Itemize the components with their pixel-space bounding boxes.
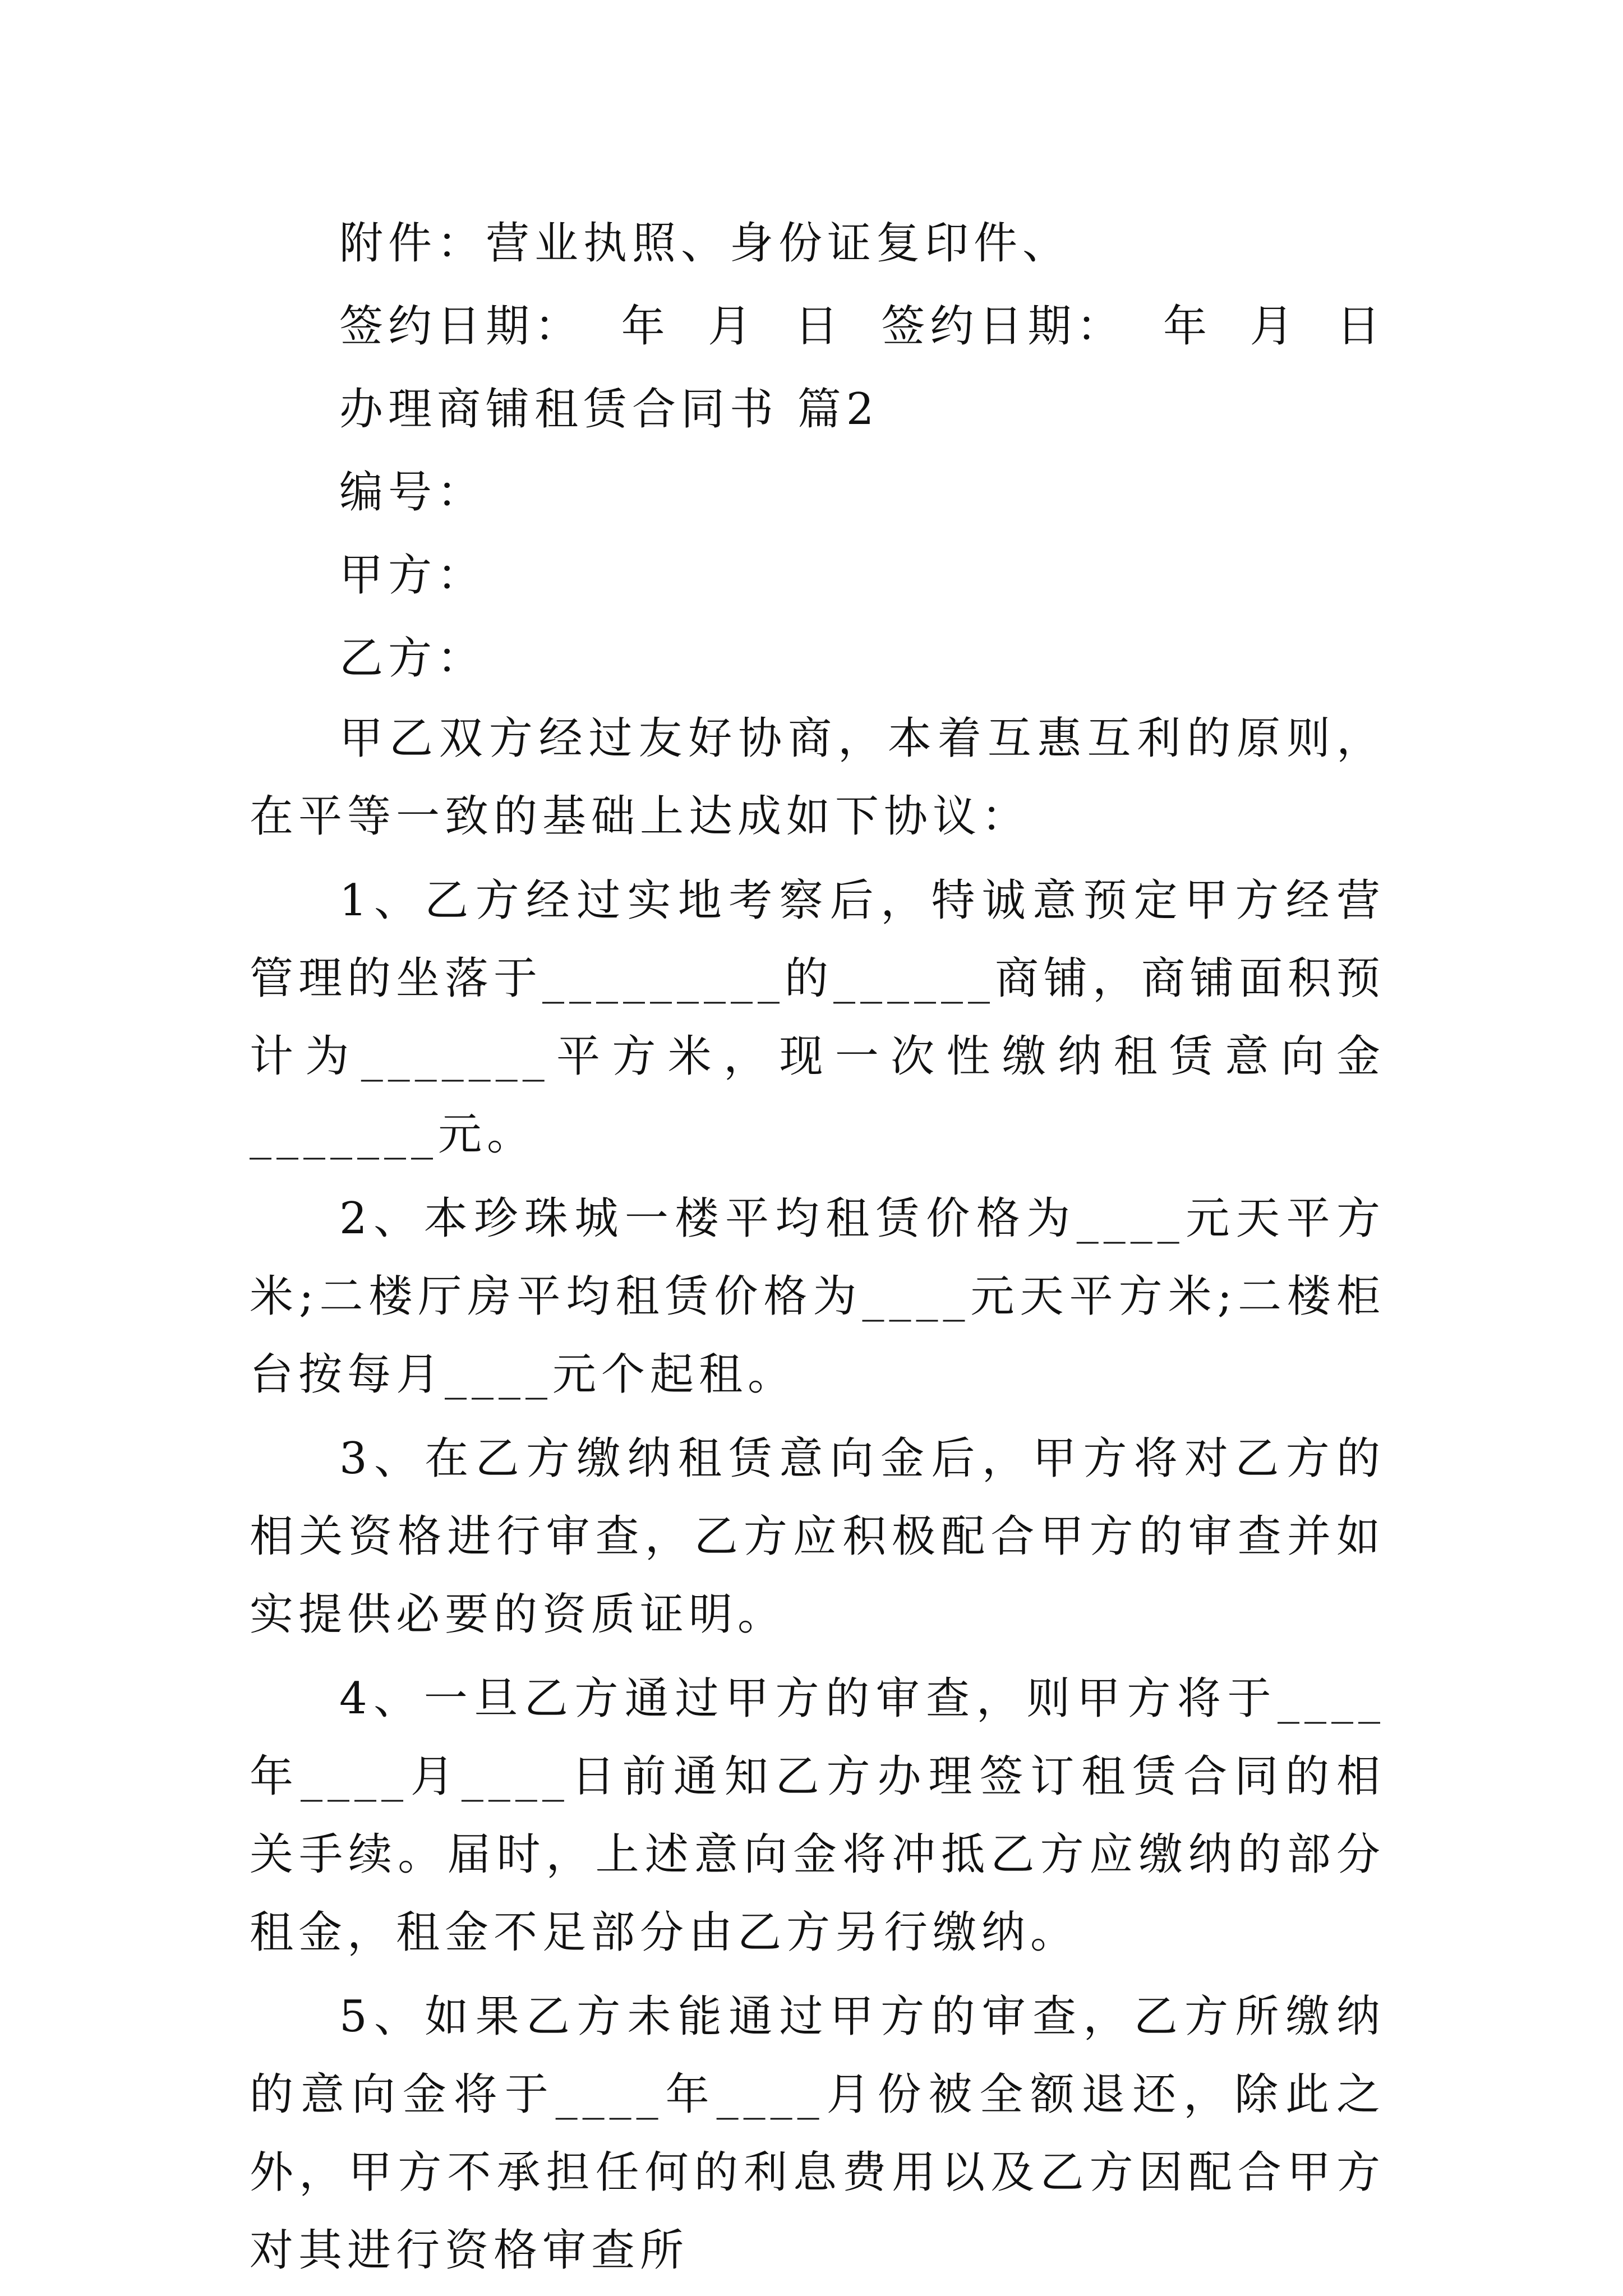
- clause-4: 4、一旦乙方通过甲方的审查，则甲方将于____年____月____日前通知乙方办理签订租赁合同的相关手续。届时，上述意向金将冲抵乙方应缴纳的部分租金，租金不足部分由乙方另行缴纳。: [250, 1673, 1385, 1958]
- party-b-field: 乙方：: [339, 633, 486, 684]
- clause-1: 1、乙方经过实地考察后，特诚意预定甲方经营管理的坐落于_________的______商铺，商铺面积预计为_______平方米，现一次性缴纳租赁意向金_______元。: [250, 875, 1386, 1160]
- attachments-line: 附件：营业执照、身份证复印件、: [339, 218, 1072, 269]
- document-body: [250, 202, 1385, 2296]
- clause-5: 5、如果乙方未能通过甲方的审查，乙方所缴纳的意向金将于____年____月份被全额退还，除此之外，甲方不承担任何的利息费用以及乙方因配合甲方对其进行资格审查所: [250, 1991, 1385, 2276]
- number-field: 编号：: [339, 467, 486, 518]
- section-title: 办理商铺租赁合同书 篇2: [339, 384, 879, 435]
- agreement-intro: 甲乙双方经过友好协商，本着互惠互利的原则，在平等一致的基础上达成如下协议：: [250, 713, 1385, 842]
- clause-3: 3、在乙方缴纳租赁意向金后，甲方将对乙方的相关资格进行审查，乙方应积极配合甲方的审查并如实提供必要的资质证明。: [250, 1433, 1385, 1640]
- party-a-field: 甲方：: [339, 550, 486, 601]
- clause-2: 2、本珍珠城一楼平均租赁价格为____元天平方米;二楼厅房平均租赁价格为____元天平方米;二楼柜台按每月____元个起租。: [250, 1193, 1385, 1400]
- signing-date-line: 签约日期： 年 月 日 签约日期： 年 月 日: [339, 301, 1386, 352]
